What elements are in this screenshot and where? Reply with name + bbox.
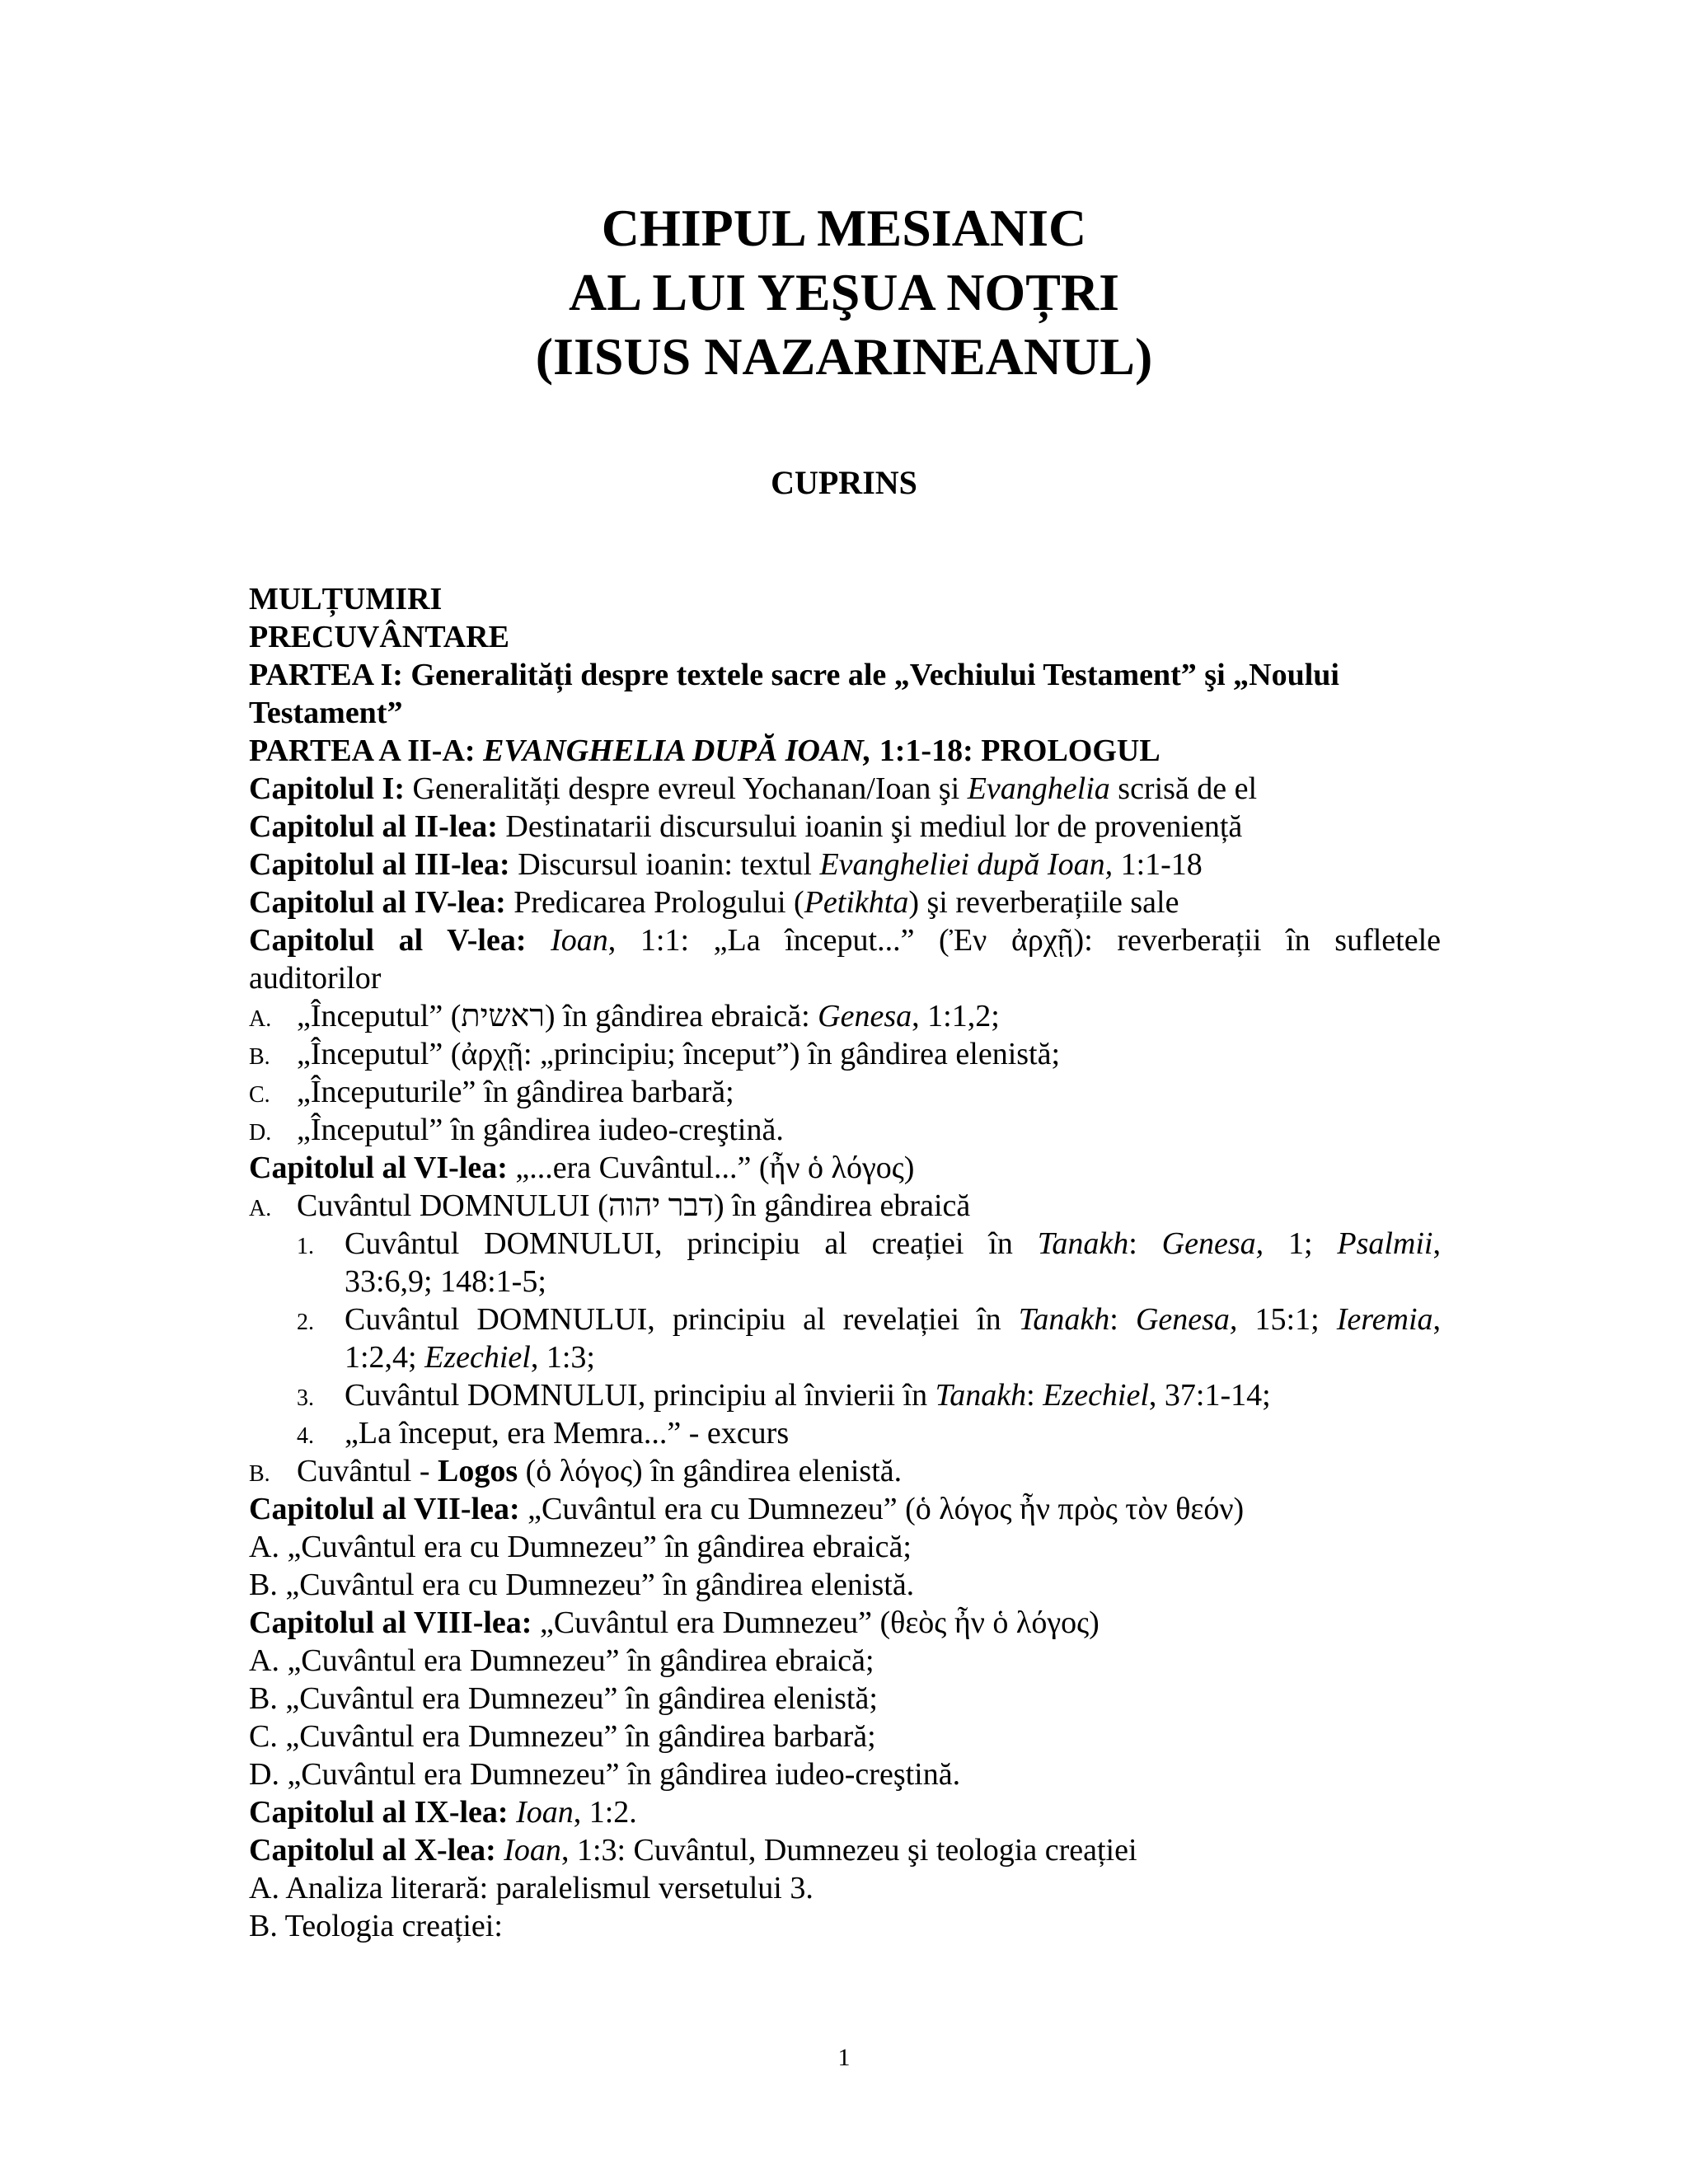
subitem-bold: Logos — [437, 1454, 518, 1488]
item-italic: Ezechiel — [1043, 1378, 1149, 1413]
toc-numbered-item-cont — [345, 1338, 595, 1376]
toc-subitem: A. „Cuvântul era Dumnezeu” în gândirea ebraică; — [249, 1643, 874, 1678]
item-italic: Tanakh — [1018, 1302, 1110, 1337]
item-text: : — [1128, 1226, 1162, 1261]
item-italic: Tanakh — [1037, 1226, 1129, 1261]
subitem-text: Cuvântul - — [297, 1454, 438, 1488]
item-text: , — [1432, 1302, 1441, 1337]
toc-chapter-3 — [249, 846, 1203, 883]
item-italic: Psalmii — [1337, 1226, 1433, 1261]
toc-subitem: B. „Cuvântul era Dumnezeu” în gândirea elenistă; — [249, 1681, 878, 1716]
chapter-label: Capitolul al VIII-lea: — [249, 1605, 532, 1640]
item-text: , — [1432, 1226, 1441, 1261]
toc-chapter-5 — [249, 921, 1441, 959]
list-marker: 3. — [297, 1385, 314, 1411]
chapter-italic: Petikhta — [804, 885, 909, 920]
toc-numbered-item — [297, 1376, 1271, 1418]
toc-subitem — [249, 1187, 970, 1228]
toc-numbered-item-cont: 33:6,9; 148:1-5; — [345, 1264, 546, 1299]
toc-chapter-5-cont: auditorilor — [249, 961, 382, 996]
subitem-text: , 1:1,2; — [912, 999, 1000, 1033]
chapter-label: Capitolul al V-lea: — [249, 923, 527, 958]
item-italic: Ezechiel — [424, 1340, 531, 1375]
chapter-italic: Ioan — [551, 923, 608, 958]
toc-chapter-1 — [249, 770, 1257, 808]
chapter-text: Predicarea Prologului ( — [505, 885, 804, 920]
toc-subitem: A. Analiza literară: paralelismul versetului 3. — [249, 1871, 814, 1905]
toc-numbered-item — [297, 1301, 1441, 1342]
chapter-text: , 1:2. — [573, 1795, 637, 1830]
chapter-text: , 1:3: Cuvântul, Dumnezeu şi teologia creației — [560, 1833, 1137, 1868]
numbered-item-text — [345, 1301, 1441, 1338]
toc-chapter-2 — [249, 808, 1242, 846]
chapter-italic: Evangheliei după Ioan, — [819, 847, 1114, 882]
chapter-text: ) şi reverberațiile sale — [908, 885, 1179, 920]
toc-numbered-item — [297, 1225, 1441, 1266]
chapter-italic: Ioan — [495, 1833, 561, 1868]
subitem-text: „Începutul” (ראשית) în gândirea ebraică: — [297, 999, 818, 1033]
toc-subitem — [249, 997, 1000, 1038]
item-text: 15:1; — [1237, 1302, 1337, 1337]
subitem-text: „Începutul” în gândirea iudeo-creştină. — [297, 1113, 784, 1147]
subitem-italic: Genesa — [818, 999, 912, 1033]
item-text: : — [1109, 1302, 1136, 1337]
item-italic: Ieremia — [1336, 1302, 1433, 1337]
subitem-text: (ὁ λόγος) în gândirea elenistă. — [518, 1454, 903, 1488]
toc-entry-partea-1: PARTEA I: Generalități despre textele sacre ale „Vechiului Testament” şi „Noului — [249, 658, 1339, 692]
chapter-text: Discursul ioanin: textul — [509, 847, 820, 882]
item-text: 1:2,4; — [345, 1340, 425, 1375]
chapter-text: „...era Cuvântul...” (ἦν ὁ λόγος) — [507, 1151, 915, 1185]
item-text: 1; — [1264, 1226, 1338, 1261]
toc-subitem — [249, 1111, 784, 1152]
toc-chapter-8 — [249, 1604, 1100, 1642]
item-text: Cuvântul DOMNULUI, principiu al creației în — [345, 1226, 1038, 1261]
toc-chapter-7 — [249, 1490, 1244, 1528]
page-number: 1 — [837, 2044, 851, 2071]
item-text: „La început, era Memra...” - excurs — [345, 1416, 790, 1451]
toc-entry-precuvantare: PRECUVÂNTARE — [249, 620, 509, 654]
numbered-item-text — [345, 1225, 1441, 1263]
chapter-text: Generalități despre evreul Yochanan/Ioan şi — [404, 771, 968, 806]
chapter-label: Capitolul al VI-lea: — [249, 1151, 508, 1185]
list-marker: C. — [249, 1082, 270, 1108]
title-line-2: AL LUI YEŞUA NOȚRI — [568, 263, 1120, 321]
item-text: , 1:3; — [530, 1340, 595, 1375]
toc-entry-multumiri: MULȚUMIRI — [249, 582, 443, 616]
chapter-italic: Evanghelia — [967, 771, 1110, 806]
toc-subitem: D. „Cuvântul era Dumnezeu” în gândirea iudeo-creştină. — [249, 1757, 961, 1792]
list-marker: D. — [249, 1120, 272, 1146]
list-marker: B. — [249, 1044, 270, 1070]
item-italic: Tanakh — [935, 1378, 1027, 1413]
toc-chapter-6 — [249, 1149, 914, 1187]
list-marker: 4. — [297, 1423, 314, 1449]
toc-subitem — [249, 1452, 902, 1493]
item-text: Cuvântul DOMNULUI, principiu al învierii în — [345, 1378, 935, 1413]
item-italic: Genesa, — [1135, 1302, 1238, 1337]
toc-numbered-item — [297, 1414, 789, 1455]
toc-chapter-4 — [249, 883, 1179, 921]
toc-subitem: C. „Cuvântul era Dumnezeu” în gândirea barbară; — [249, 1719, 876, 1754]
chapter-text: „Cuvântul era cu Dumnezeu” (ὁ λόγος ἦν πρὸς τὸν θεόν) — [519, 1492, 1245, 1526]
chapter-label: Capitolul al X-lea: — [249, 1833, 496, 1868]
chapter-text: Destinatarii discursului ioanin şi mediul lor de proveniență — [497, 809, 1243, 844]
toc-subitem — [249, 1035, 1060, 1076]
contents-heading: CUPRINS — [771, 464, 917, 501]
chapter-text: , 1:1: „La început...” (Ἐν ἀρχῇ): reverberații în sufletele — [607, 923, 1442, 958]
chapter-label: Capitolul al VII-lea: — [249, 1492, 520, 1526]
partea-2-suffix: 1:1-18: PROLOGUL — [871, 733, 1160, 768]
item-text: : — [1026, 1378, 1043, 1413]
toc-subitem: B. „Cuvântul era cu Dumnezeu” în gândirea elenistă. — [249, 1568, 915, 1602]
partea-2-title: EVANGHELIA DUPĂ IOAN, — [483, 733, 872, 768]
title-line-1: CHIPUL MESIANIC — [601, 199, 1087, 257]
item-text: Cuvântul DOMNULUI, principiu al revelației în — [345, 1302, 1019, 1337]
toc-entry-partea-2 — [249, 732, 1160, 770]
toc-subitem — [249, 1073, 734, 1114]
title-line-3: (IISUS NAZARINEANUL) — [535, 327, 1153, 386]
subitem-text: Cuvântul DOMNULUI (דבר יהוה) în gândirea ebraică — [297, 1188, 971, 1223]
chapter-label: Capitolul al IV-lea: — [249, 885, 506, 920]
partea-2-prefix: PARTEA A II-A: — [249, 733, 484, 768]
item-italic: Genesa, — [1161, 1226, 1264, 1261]
toc-subitem: A. „Cuvântul era cu Dumnezeu” în gândirea ebraică; — [249, 1530, 912, 1564]
toc-subitem: B. Teologia creației: — [249, 1909, 503, 1943]
list-marker: A. — [249, 1196, 272, 1221]
chapter-text: scrisă de el — [1109, 771, 1258, 806]
subitem-text: „Începuturile” în gândirea barbară; — [297, 1075, 734, 1109]
toc-entry-partea-1-cont: Testament” — [249, 696, 403, 730]
item-text: , 37:1-14; — [1148, 1378, 1271, 1413]
chapter-italic: Ioan — [508, 1795, 574, 1830]
chapter-label: Capitolul al IX-lea: — [249, 1795, 509, 1830]
subitem-text: „Începutul” (ἀρχῇ: „principiu; început”) în gândirea elenistă; — [297, 1037, 1061, 1071]
chapter-label: Capitolul al III-lea: — [249, 847, 510, 882]
list-marker: 1. — [297, 1234, 314, 1259]
chapter-text: „Cuvântul era Dumnezeu” (θεὸς ἦν ὁ λόγος) — [532, 1605, 1100, 1640]
chapter-label: Capitolul I: — [249, 771, 405, 806]
chapter-text: 1:1-18 — [1113, 847, 1203, 882]
list-marker: A. — [249, 1006, 272, 1032]
toc-chapter-10 — [249, 1831, 1137, 1869]
toc-chapter-9 — [249, 1793, 637, 1831]
list-marker: 2. — [297, 1310, 314, 1335]
chapter-label: Capitolul al II-lea: — [249, 809, 498, 844]
list-marker: B. — [249, 1461, 270, 1487]
